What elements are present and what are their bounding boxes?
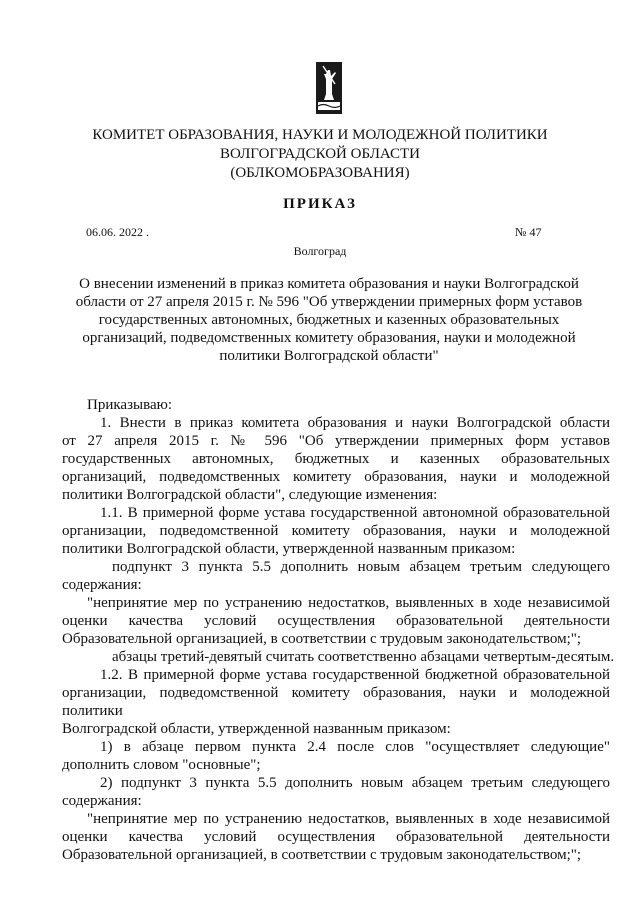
heading-line: организаций, подведомственных комитету образования, науки и молодежной (82, 330, 576, 346)
body-line: Волгоградской области, утвержденной названным приказом: (62, 721, 451, 737)
order-title: ПРИКАЗ (283, 196, 357, 212)
committee-line-1: КОМИТЕТ ОБРАЗОВАНИЯ, НАУКИ И МОЛОДЕЖНОЙ ПОЛИТИКИ (92, 127, 548, 143)
body-line: организации, подведомственной комитету образования, науки и молодежной политики (62, 685, 610, 719)
heading-line: политики Волгоградской области" (219, 348, 439, 364)
body-line: "непринятие мер по устранению недостатков, выявленных в ходе независимой (87, 595, 610, 611)
body-line: дополнить словом "основные"; (62, 757, 261, 773)
body-line: государственных автономных, бюджетных и казенных образовательных (62, 451, 610, 467)
body-line: от 27 апреля 2015 г. № 596 "Об утверждении примерных форм уставов (62, 433, 610, 449)
body-line: оценки качества условий осуществления образовательной деятельности (62, 613, 610, 629)
body-line: политики Волгоградской области, утвержденной названным приказом: (62, 541, 516, 557)
body-line: абзацы третий-девятый считать соответственно абзацами четвертым-десятым. (112, 649, 615, 665)
body-line: политики Волгоградской области", следующие изменения: (62, 487, 438, 503)
heading-line: О внесении изменений в приказ комитета образования и науки Волгоградской (79, 276, 579, 292)
body-line: 2) подпункт 3 пункта 5.5 дополнить новым абзацем третьим следующего (100, 775, 610, 791)
committee-line-3: (ОБЛКОМОБРАЗОВАНИЯ) (230, 165, 410, 181)
body-line: Образовательной организацией, в соответствии с трудовым законодательством;"; (62, 631, 582, 647)
body-line: Образовательной организацией, в соответствии с трудовым законодательством;"; (62, 847, 582, 863)
body-line: 1. Внести в приказ комитета образования и науки Волгоградской области (100, 415, 610, 431)
body-line: Приказываю: (87, 397, 172, 413)
body-line: оценки качества условий осуществления образовательной деятельности (62, 829, 610, 845)
committee-line-2: ВОЛГОГРАДСКОЙ ОБЛАСТИ (220, 146, 420, 162)
committee-name (0, 126, 640, 183)
body-line: содержания: (62, 793, 142, 809)
heading-line: государственных автономных, бюджетных и казенных образовательных (98, 312, 560, 328)
body-line: 1.2. В примерной форме устава государственной бюджетной образовательной (100, 667, 610, 683)
order-body (62, 396, 615, 864)
body-line: подпункт 3 пункта 5.5 дополнить новым абзацем третьим следующего (112, 559, 610, 575)
volgograd-emblem-icon (316, 62, 342, 114)
body-line: организаций, подведомственных комитету образования, науки и молодежной (62, 469, 610, 485)
body-line: 1) в абзаце первом пункта 2.4 после слов "осуществляет следующие" (100, 739, 610, 755)
order-number: № 47 (515, 225, 542, 239)
body-line: "непринятие мер по устранению недостатков, выявленных в ходе независимой (87, 811, 610, 827)
order-heading (62, 275, 596, 365)
body-line: организации, подведомственной комитету образования, науки и молодежной (62, 523, 610, 539)
heading-line: области от 27 апреля 2015 г. № 596 "Об утверждении примерных форм уставов (75, 294, 583, 310)
body-line: содержания: (62, 577, 142, 593)
city-name: Волгоград (293, 244, 347, 258)
body-line: 1.1. В примерной форме устава государственной автономной образовательной (100, 505, 610, 521)
order-date: 06.06. 2022 . (86, 225, 149, 239)
